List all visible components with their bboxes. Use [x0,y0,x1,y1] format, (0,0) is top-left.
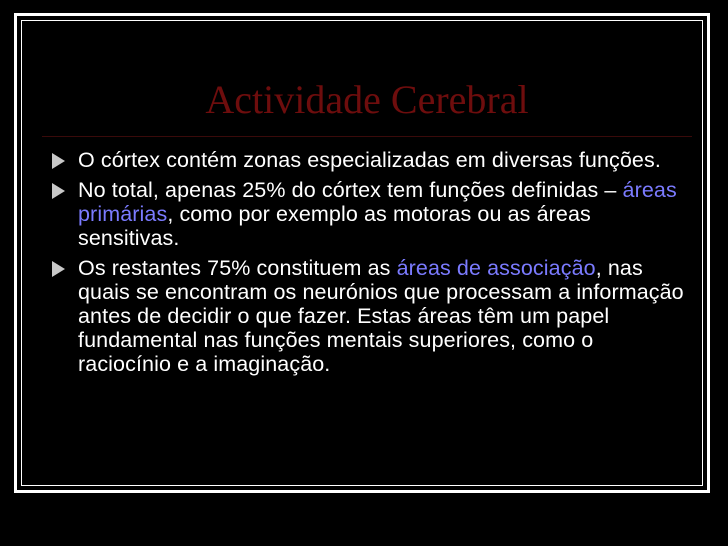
bullet-item [52,256,692,376]
title-divider [42,136,692,137]
bullet-text-after: , como por exemplo as motoras ou as áreas sensitivas. [78,202,591,250]
triangle-bullet-icon [52,153,65,169]
highlight-term: áreas primárias [78,178,677,226]
slide-title: Actividade Cerebral [205,77,529,122]
bullet-text-before: No total, apenas 25% do córtex tem funções definidas – [78,178,623,202]
bullet-text-before: Os restantes 75% constituem as [78,256,397,280]
triangle-bullet-icon [52,261,65,277]
bullet-text-after: , nas quais se encontram os neurónios que processam a informação antes de decidir o que fazer. Estas áreas têm um papel fundamental nas funções mentais superiores, como o raciocínio e a imaginação. [78,256,684,376]
bullet-text: O córtex contém zonas especializadas em diversas funções. [78,148,661,172]
bullet-item [52,148,692,172]
bullet-item [52,178,692,250]
triangle-bullet-icon [52,183,65,199]
highlight-term: áreas de associação [396,256,596,280]
bullet-list [52,148,692,382]
